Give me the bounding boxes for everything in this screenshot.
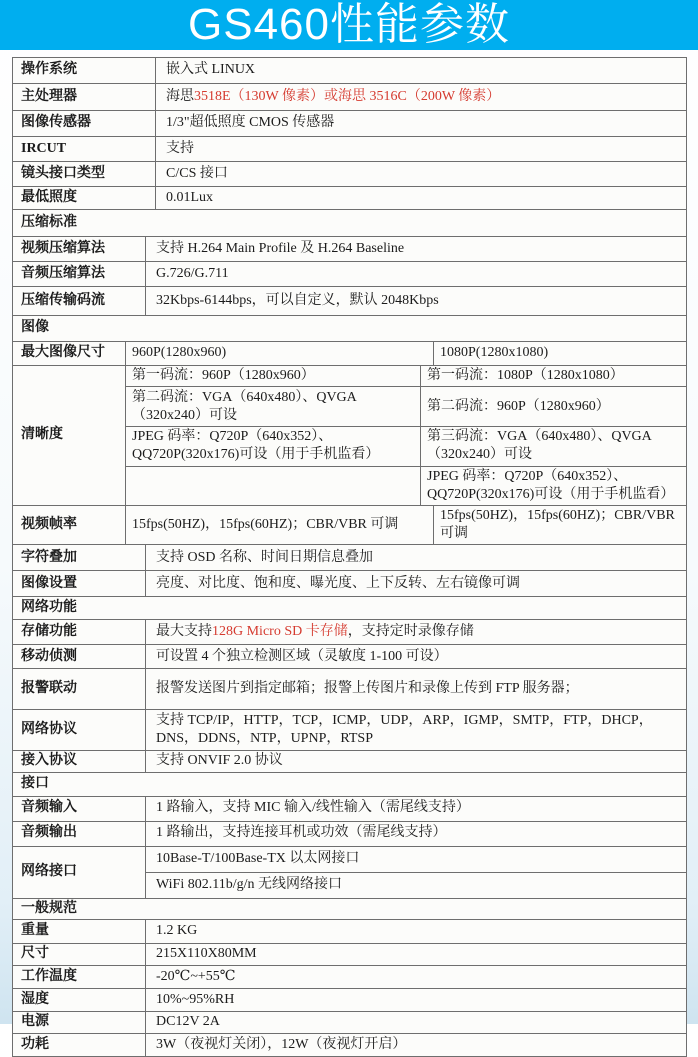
spec-row-onvif	[13, 751, 686, 772]
clarity-cell: 第二码流：960P（1280x960）	[421, 387, 686, 427]
row-value: 支持 OSD 名称、时间日期信息叠加	[156, 549, 374, 565]
spec-row-operating-temp	[13, 966, 686, 989]
row-label: 工作温度	[13, 966, 146, 988]
clarity-cell: 第一码流：960P（1280x960）	[126, 366, 421, 387]
storage-text-black1: 最大支持	[156, 624, 212, 640]
spec-row-motion	[13, 645, 686, 669]
cpu-text-red: 3518E（130W 像素）或海思 3516C（200W 像素）	[194, 88, 501, 104]
row-value: -20℃~+55℃	[156, 968, 236, 984]
row-label: 图像设置	[13, 571, 146, 596]
spec-row-audio-in	[13, 797, 686, 822]
row-label: 移动侦测	[13, 645, 146, 668]
section-header-network: 网络功能	[13, 597, 686, 620]
row-value: G.726/G.711	[156, 265, 229, 281]
row-label: 音频压缩算法	[13, 262, 146, 286]
spec-row-protocols	[13, 710, 686, 751]
row-label: 存储功能	[13, 620, 146, 644]
row-label: 主处理器	[13, 84, 156, 110]
spec-row-min-illumination	[13, 187, 686, 210]
clarity-cell	[126, 467, 421, 505]
row-value: 3W（夜视灯关闭），12W（夜视灯开启）	[156, 1036, 407, 1052]
row-label: 镜头接口类型	[13, 162, 156, 186]
frame-rate-960p: 15fps(50HZ)，15fps(60HZ)；CBR/VBR 可调	[126, 506, 434, 544]
spec-row-humidity	[13, 989, 686, 1012]
spec-table	[12, 57, 687, 1057]
row-value: 0.01Lux	[166, 189, 214, 205]
row-value: 1 路输入，支持 MIC 输入/线性输入（需尾线支持）	[156, 800, 470, 816]
wifi-port-value: WiFi 802.11b/g/n 无线网络接口	[156, 876, 342, 892]
clarity-cell: JPEG 码率：Q720P（640x352）、QQ720P(320x176)可设（用于手机监看）	[427, 468, 675, 502]
spec-row-clarity	[13, 366, 686, 506]
row-label: 字符叠加	[13, 545, 146, 570]
clarity-cell: 第三码流：VGA（640x480）、QVGA（320x240）可设	[421, 427, 686, 466]
row-label: 音频输入	[13, 797, 146, 821]
row-value: 报警发送图片到指定邮箱；报警上传图片和录像上传到 FTP 服务器；	[156, 681, 579, 697]
spec-row-alarm	[13, 669, 686, 710]
clarity-grid	[126, 366, 686, 505]
spec-row-frame-rate	[13, 506, 686, 545]
row-value: 嵌入式 LINUX	[166, 62, 256, 78]
clarity-cell: JPEG 码率：Q720P（640x352）、QQ720P(320x176)可设（用于手机监看）	[126, 427, 421, 466]
page-title: GS460性能参数	[188, 0, 510, 49]
row-value: 1/3"超低照度 CMOS 传感器	[166, 115, 335, 131]
row-label: 图像传感器	[13, 111, 156, 136]
spec-row-dimensions	[13, 944, 686, 966]
cpu-text-black: 海思	[166, 88, 194, 104]
section-header-interfaces: 接口	[13, 773, 686, 797]
clarity-cell: 第二码流：VGA（640x480）、QVGA（320x240）可设	[126, 387, 421, 427]
row-label: 操作系统	[13, 58, 156, 83]
row-label: 网络协议	[13, 710, 146, 750]
row-value: 可设置 4 个独立检测区域（灵敏度 1-100 可设）	[156, 648, 448, 664]
row-label: 湿度	[13, 989, 146, 1011]
clarity-cell: 第一码流：1080P（1280x1080）	[421, 366, 686, 387]
spec-row-weight	[13, 920, 686, 944]
row-value: 215X110X80MM	[156, 946, 257, 962]
spec-row-os	[13, 58, 686, 84]
spec-row-bitrate	[13, 287, 686, 316]
row-label: 压缩传输码流	[13, 287, 146, 315]
spec-row-storage	[13, 620, 686, 645]
row-value: 支持	[166, 140, 194, 156]
max-size-960p: 960P(1280x960)	[126, 342, 434, 365]
spec-row-consumption	[13, 1034, 686, 1057]
section-header-general: 一般规范	[13, 899, 686, 920]
row-label: 报警联动	[13, 669, 146, 709]
row-label: 尺寸	[13, 944, 146, 965]
row-label: 最大图像尺寸	[13, 342, 126, 365]
row-value: 10%~95%RH	[156, 991, 235, 1007]
spec-row-lens-mount	[13, 162, 686, 187]
row-label: 最低照度	[13, 187, 156, 209]
row-value: 1 路输出，支持连接耳机或功效（需尾线支持）	[156, 825, 447, 841]
section-header-image: 图像	[13, 316, 686, 342]
row-value: 32Kbps-6144bps，可以自定义，默认 2048Kbps	[156, 292, 439, 308]
row-value: 1.2 KG	[156, 923, 198, 939]
spec-row-ircut	[13, 137, 686, 162]
row-value: 支持 ONVIF 2.0 协议	[156, 753, 283, 769]
storage-text-red: 128G Micro SD 卡存储	[212, 624, 348, 640]
spec-row-sensor	[13, 111, 686, 137]
row-label: 电源	[13, 1012, 146, 1033]
frame-rate-1080p: 15fps(50HZ)，15fps(60HZ)；CBR/VBR 可调	[440, 507, 675, 542]
ethernet-port-value: 10Base-T/100Base-TX 以太网接口	[146, 847, 686, 873]
network-port-values	[146, 847, 686, 898]
spec-row-image-settings	[13, 571, 686, 597]
row-label: IRCUT	[13, 137, 156, 161]
spec-row-max-size	[13, 342, 686, 366]
spec-row-video-codec	[13, 237, 686, 262]
row-label: 清晰度	[13, 366, 126, 505]
section-header-compression: 压缩标准	[13, 210, 686, 237]
row-value	[146, 620, 686, 644]
spec-row-audio-codec	[13, 262, 686, 287]
spec-row-audio-out	[13, 822, 686, 847]
row-value: 支持 H.264 Main Profile 及 H.264 Baseline	[156, 240, 405, 256]
row-value: 亮度、对比度、饱和度、曝光度、上下反转、左右镜像可调	[156, 575, 520, 591]
spec-row-network-port	[13, 847, 686, 899]
row-value: DC12V 2A	[156, 1014, 220, 1030]
row-label: 接入协议	[13, 751, 146, 771]
row-label: 视频压缩算法	[13, 237, 146, 261]
title-banner	[0, 0, 698, 50]
row-label: 网络接口	[13, 847, 146, 898]
storage-text-black2: ，支持定时录像存储	[347, 624, 474, 640]
spec-row-osd	[13, 545, 686, 571]
row-value: C/CS 接口	[166, 165, 228, 181]
max-size-1080p: 1080P(1280x1080)	[440, 345, 549, 361]
spec-row-power	[13, 1012, 686, 1034]
row-label: 视频帧率	[13, 506, 126, 544]
row-label: 音频输出	[13, 822, 146, 846]
row-value: 支持 TCP/IP，HTTP，TCP，ICMP，UDP，ARP，IGMP，SMTP，FTP，DHCP，DNS，DDNS，NTP，UPNP，RTSP	[156, 713, 653, 747]
row-label: 功耗	[13, 1034, 146, 1056]
row-value	[156, 84, 686, 110]
row-label: 重量	[13, 920, 146, 943]
spec-row-cpu	[13, 84, 686, 111]
